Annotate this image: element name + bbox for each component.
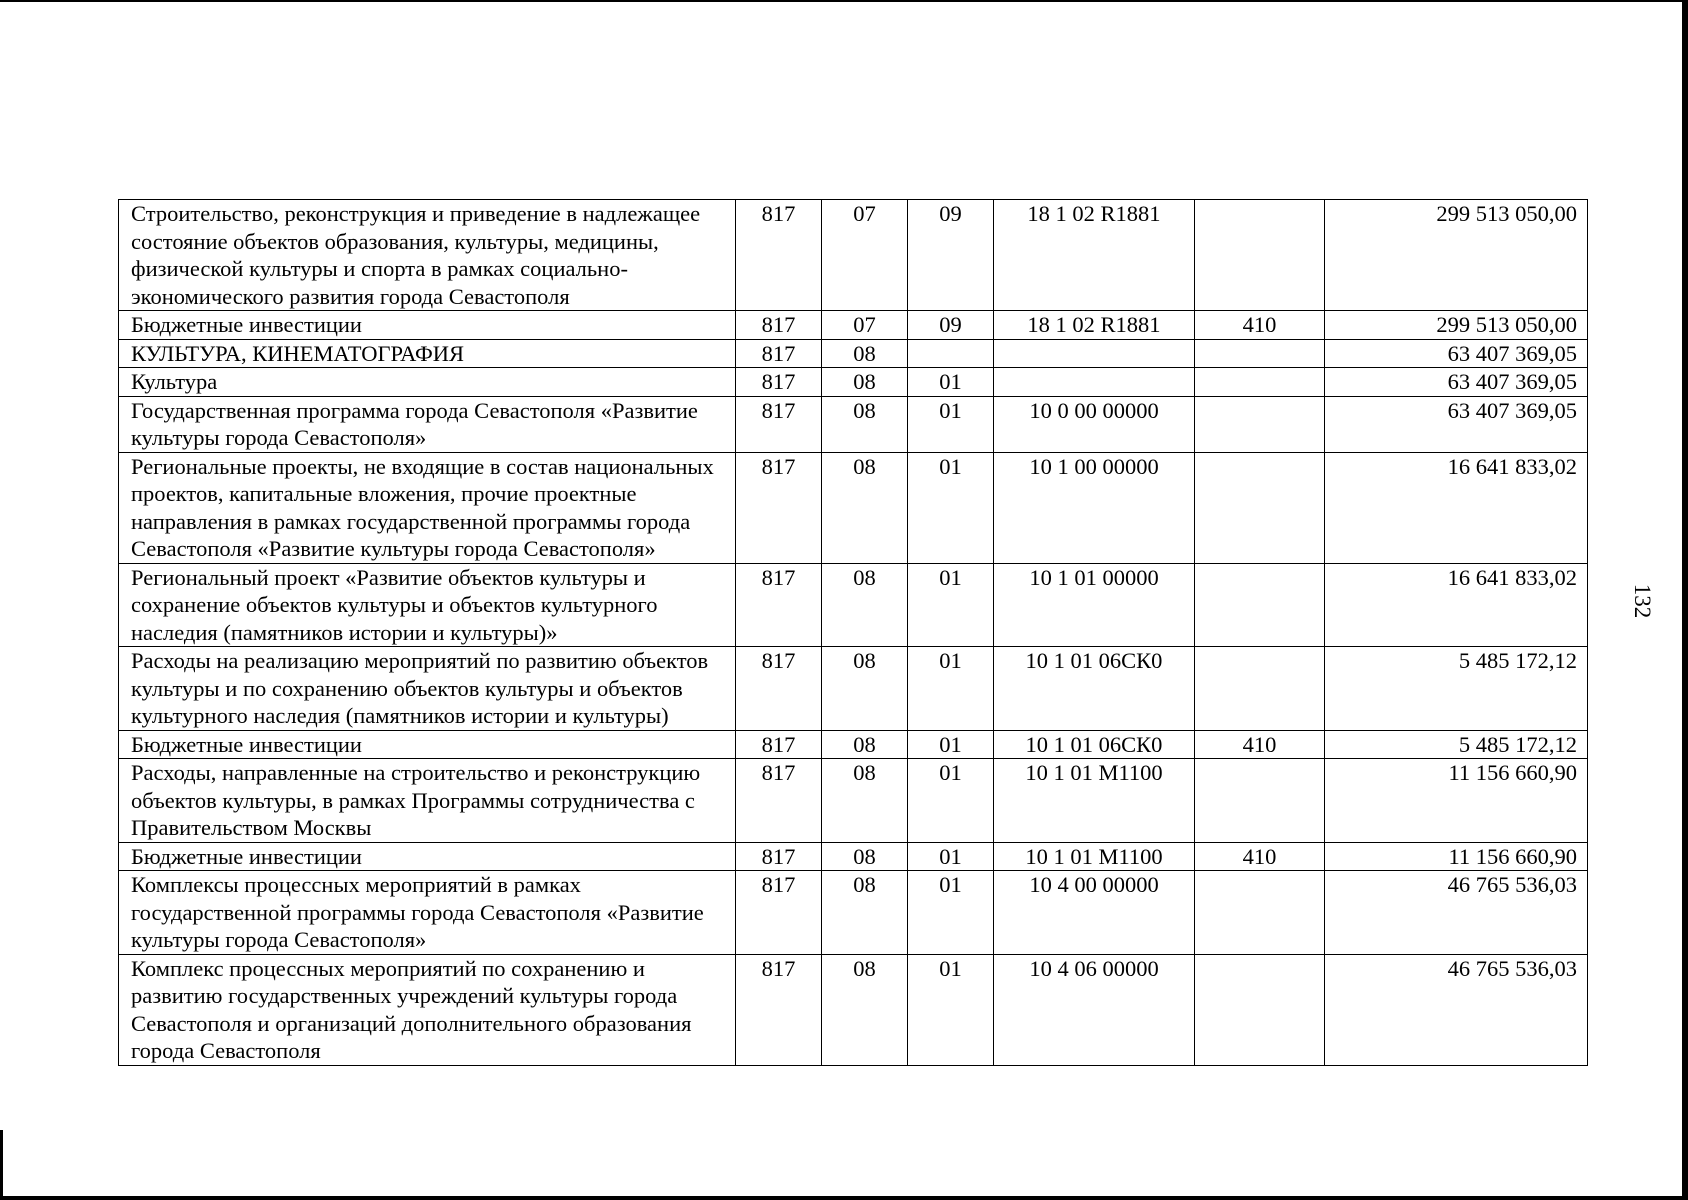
subsection-code-cell: 01 [908,396,994,452]
target-article-cell: 18 1 02 R1881 [994,311,1195,340]
target-article-cell: 10 0 00 00000 [994,396,1195,452]
table-row [119,563,1588,647]
amount-cell: 46 765 536,03 [1325,871,1588,955]
expense-name-cell: Бюджетные инвестиции [119,311,736,340]
expense-type-cell: 410 [1195,730,1325,759]
target-article-cell: 10 1 01 00000 [994,563,1195,647]
section-code-cell: 08 [822,368,908,397]
subsection-code-cell: 01 [908,730,994,759]
target-article-cell: 10 4 06 00000 [994,954,1195,1065]
section-code-cell: 08 [822,759,908,843]
amount-cell: 63 407 369,05 [1325,339,1588,368]
table-row [119,311,1588,340]
scan-edge-right [1682,0,1688,1200]
expense-name-cell: Строительство, реконструкция и приведение в надлежащее состояние объектов образования, культуры, медицины, физической культуры и спорта в рамках социально-экономического развития города Севастополя [119,200,736,311]
amount-cell: 11 156 660,90 [1325,759,1588,843]
target-article-cell: 10 1 01 06СК0 [994,647,1195,731]
subsection-code-cell: 01 [908,368,994,397]
ministry-code-cell: 817 [736,563,822,647]
table-row [119,730,1588,759]
target-article-cell [994,368,1195,397]
expense-type-cell [1195,396,1325,452]
expense-name-cell: Культура [119,368,736,397]
target-article-cell: 10 1 01 M1100 [994,842,1195,871]
expense-name-cell: Государственная программа города Севастополя «Развитие культуры города Севастополя» [119,396,736,452]
ministry-code-cell: 817 [736,842,822,871]
target-article-cell: 10 1 00 00000 [994,452,1195,563]
subsection-code-cell: 01 [908,871,994,955]
expense-name-cell: Бюджетные инвестиции [119,842,736,871]
section-code-cell: 08 [822,452,908,563]
table-row [119,842,1588,871]
ministry-code-cell: 817 [736,311,822,340]
ministry-code-cell: 817 [736,730,822,759]
amount-cell: 299 513 050,00 [1325,311,1588,340]
table-row [119,871,1588,955]
amount-cell: 11 156 660,90 [1325,842,1588,871]
expense-name-cell: КУЛЬТУРА, КИНЕМАТОГРАФИЯ [119,339,736,368]
expense-type-cell: 410 [1195,311,1325,340]
ministry-code-cell: 817 [736,647,822,731]
amount-cell: 16 641 833,02 [1325,452,1588,563]
ministry-code-cell: 817 [736,871,822,955]
expense-name-cell: Бюджетные инвестиции [119,730,736,759]
expense-type-cell [1195,452,1325,563]
section-code-cell: 07 [822,200,908,311]
ministry-code-cell: 817 [736,200,822,311]
expense-name-cell: Комплексы процессных мероприятий в рамках государственной программы города Севастополя «Развитие культуры города Севастополя» [119,871,736,955]
amount-cell: 5 485 172,12 [1325,730,1588,759]
section-code-cell: 08 [822,396,908,452]
expense-type-cell [1195,563,1325,647]
section-code-cell: 08 [822,647,908,731]
target-article-cell: 18 1 02 R1881 [994,200,1195,311]
scan-edge-left [0,1130,3,1200]
target-article-cell: 10 4 00 00000 [994,871,1195,955]
subsection-code-cell: 01 [908,954,994,1065]
section-code-cell: 08 [822,339,908,368]
expense-type-cell [1195,368,1325,397]
expense-type-cell [1195,954,1325,1065]
subsection-code-cell: 01 [908,563,994,647]
subsection-code-cell [908,339,994,368]
expense-type-cell: 410 [1195,842,1325,871]
ministry-code-cell: 817 [736,368,822,397]
ministry-code-cell: 817 [736,396,822,452]
section-code-cell: 08 [822,842,908,871]
expense-type-cell [1195,339,1325,368]
subsection-code-cell: 01 [908,647,994,731]
target-article-cell: 10 1 01 06СК0 [994,730,1195,759]
expense-name-cell: Расходы, направленные на строительство и реконструкцию объектов культуры, в рамках Программы сотрудничества с Правительством Москвы [119,759,736,843]
table-row [119,396,1588,452]
table-row [119,452,1588,563]
subsection-code-cell: 09 [908,200,994,311]
expense-type-cell [1195,647,1325,731]
amount-cell: 63 407 369,05 [1325,368,1588,397]
table-body [119,200,1588,1066]
section-code-cell: 08 [822,563,908,647]
target-article-cell [994,339,1195,368]
page-number: 132 [1630,583,1655,619]
amount-cell: 299 513 050,00 [1325,200,1588,311]
subsection-code-cell: 09 [908,311,994,340]
table-row [119,759,1588,843]
subsection-code-cell: 01 [908,759,994,843]
subsection-code-cell: 01 [908,842,994,871]
ministry-code-cell: 817 [736,452,822,563]
section-code-cell: 08 [822,871,908,955]
section-code-cell: 08 [822,954,908,1065]
amount-cell: 16 641 833,02 [1325,563,1588,647]
amount-cell: 46 765 536,03 [1325,954,1588,1065]
expense-name-cell: Расходы на реализацию мероприятий по развитию объектов культуры и по сохранению объектов культуры и объектов культурного наследия (памятников истории и культуры) [119,647,736,731]
section-code-cell: 07 [822,311,908,340]
subsection-code-cell: 01 [908,452,994,563]
target-article-cell: 10 1 01 M1100 [994,759,1195,843]
expense-type-cell [1195,200,1325,311]
ministry-code-cell: 817 [736,759,822,843]
budget-table [118,199,1588,1066]
expense-type-cell [1195,871,1325,955]
expense-name-cell: Региональный проект «Развитие объектов культуры и сохранение объектов культуры и объектов культурного наследия (памятников истории и культуры)» [119,563,736,647]
table-row [119,647,1588,731]
amount-cell: 63 407 369,05 [1325,396,1588,452]
table-row [119,339,1588,368]
section-code-cell: 08 [822,730,908,759]
scan-edge-top [0,0,1688,2]
ministry-code-cell: 817 [736,954,822,1065]
expense-type-cell [1195,759,1325,843]
table-row [119,200,1588,311]
expense-name-cell: Региональные проекты, не входящие в состав национальных проектов, капитальные вложения, прочие проектные направления в рамках государственной программы города Севастополя «Развитие культуры города Севастополя» [119,452,736,563]
amount-cell: 5 485 172,12 [1325,647,1588,731]
table-row [119,954,1588,1065]
expense-name-cell: Комплекс процессных мероприятий по сохранению и развитию государственных учреждений культуры города Севастополя и организаций дополнительного образования города Севастополя [119,954,736,1065]
table-row [119,368,1588,397]
ministry-code-cell: 817 [736,339,822,368]
scan-edge-bottom [0,1196,1688,1200]
